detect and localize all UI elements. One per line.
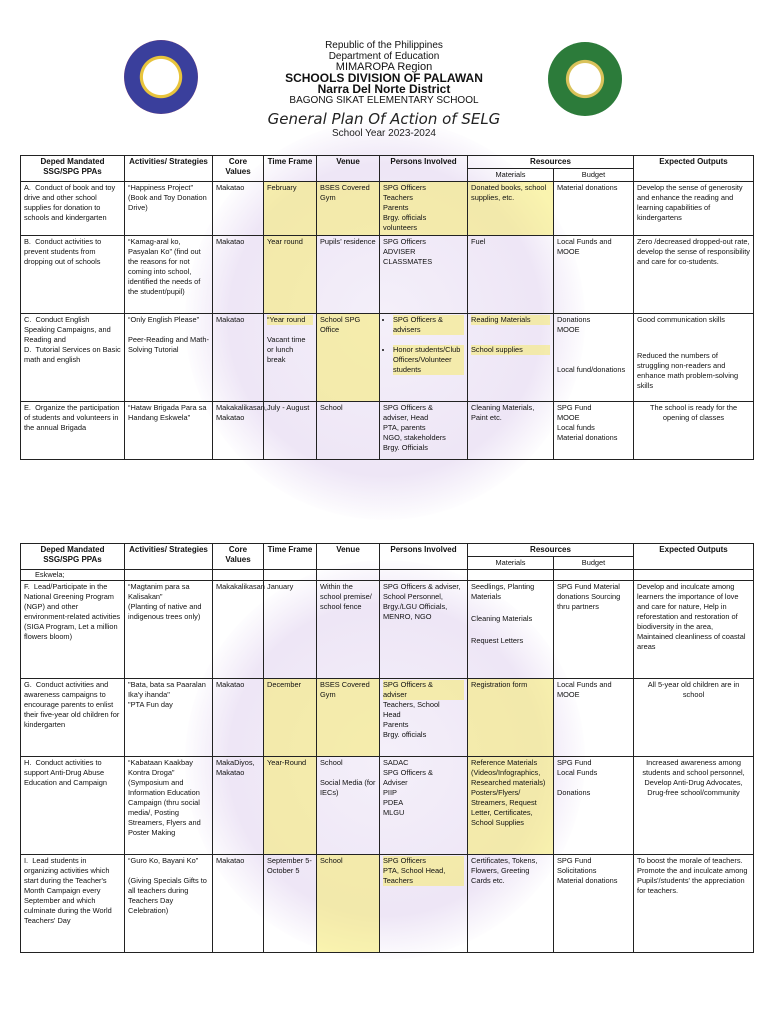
venue-cell: Within the school premise/ school fence — [317, 581, 380, 679]
time-cell: July - August — [264, 402, 317, 460]
strategy-line: (Giving Specials Gifts to all teachers during Teachers Day Celebration) — [128, 876, 207, 915]
row-letter: C. — [24, 315, 32, 324]
person-line: SPG Officers — [383, 856, 464, 866]
strategy-line: "Bata, bata sa Paaralan Ika'y ihanda" — [128, 680, 206, 699]
budget-line: Donations — [557, 315, 591, 324]
person-line: Teachers, School — [383, 700, 440, 709]
budget-cell: Local Funds and MOOE — [554, 236, 634, 314]
persons-cell — [380, 402, 468, 460]
person-line: Adviser — [383, 778, 408, 787]
person-line: SPG Officers — [383, 237, 426, 246]
person-line: PTA, parents — [383, 423, 426, 432]
ppa-text: Conduct activities and awareness campaigns to encourage parents to enlist their five-year old children for kindergarten — [24, 680, 120, 729]
table-row — [21, 570, 754, 581]
department-line: Department of Education — [328, 51, 440, 62]
strategy-cell — [125, 855, 213, 953]
plan-title: General Plan Of Action of SELG — [267, 110, 501, 128]
table-row — [21, 679, 754, 757]
values-cell: Makatao — [213, 855, 264, 953]
venue-cell: School — [317, 402, 380, 460]
materials-line: Request Letters — [471, 636, 524, 645]
person-line: Brgy. officials — [383, 213, 427, 222]
col-values: Core Values — [213, 156, 264, 182]
time-cell: Year round — [264, 236, 317, 314]
outputs-cell — [634, 855, 754, 953]
person-line: PIIP — [383, 788, 397, 797]
strategy-line: “Only English Please” — [128, 315, 200, 324]
school-line: BAGONG SIKAT ELEMENTARY SCHOOL — [289, 95, 479, 106]
time-cell: Year-Round — [264, 757, 317, 855]
persons-cell: SPG Officers & adviser, School Personnel, Brgy./LGU Officials, MENRO, NGO — [380, 581, 468, 679]
ppa-text: Organize the participation of students and volunteers in the annual Brigada — [24, 403, 120, 432]
person-line: ADVISER — [383, 247, 416, 256]
outputs-line: Reduced the numbers of struggling non-readers and enhance math problem-solving skills — [637, 351, 739, 390]
budget-cell — [554, 757, 634, 855]
col-resources: Resources — [468, 156, 634, 169]
budget-line: MOOE — [557, 413, 580, 422]
venue-cell: School — [317, 855, 380, 953]
budget-line: Material donations — [557, 876, 618, 885]
ppa-cell — [21, 679, 125, 757]
budget-line: SPG Fund — [557, 856, 592, 865]
col-ppas: Deped Mandated SSG/SPG PPAs — [21, 156, 125, 182]
persons-cell — [380, 679, 468, 757]
budget-cell — [554, 855, 634, 953]
ppa-text: Tutorial Services on Basic math and english — [24, 345, 121, 364]
persons-cell — [380, 236, 468, 314]
outputs-cell: Develop the sense of generosity and enhance the reading and learning capabilities of kindergartens — [634, 182, 754, 236]
materials-cell: Registration form — [468, 679, 554, 757]
region-line: MIMAROPA Region — [335, 61, 433, 73]
col-materials: Materials — [468, 169, 554, 182]
person-line: adviser, Head — [383, 413, 429, 422]
venue-cell: School SPG Office — [317, 314, 380, 402]
person-line: NGO, stakeholders — [383, 433, 446, 442]
budget-line: Local funds — [557, 423, 595, 432]
col-time: Time Frame — [264, 544, 317, 570]
ppa-text: Conduct of book and toy drive and other school supplies for donation to schools and kindergarten — [24, 183, 116, 222]
budget-cell — [554, 402, 634, 460]
person-line: SPG Officers & — [383, 768, 433, 777]
ppa-cell — [21, 236, 125, 314]
strategy-cell: “Kabataan Kaakbay Kontra Droga” (Symposium and Information Education Campaign (thru social media/, Posting Streamers, Flyers and Poster Making — [125, 757, 213, 855]
person-line: Brgy. officials — [383, 730, 427, 739]
budget-cell — [554, 314, 634, 402]
person-line: PDEA — [383, 798, 404, 807]
materials-line: Cleaning Materials — [471, 614, 533, 623]
materials-cell: Reference Materials (Videos/Infographics, Researched materials) Posters/Flyers/ Streamers, Request Letter, Certificates, School Supplies — [468, 757, 554, 855]
document-header — [0, 40, 768, 139]
plan-table-2 — [20, 543, 754, 953]
materials-cell: Donated books, school supplies, etc. — [468, 182, 554, 236]
person-line: Parents — [383, 720, 409, 729]
person-line: • SPG Officers & advisers — [393, 315, 464, 335]
ppa-text: Conduct activities to support Anti-Drug Abuse Education and Campaign — [24, 758, 107, 787]
republic-line: Republic of the Philippines — [325, 40, 443, 51]
person-line: Teachers — [383, 193, 413, 202]
time-cell — [264, 314, 317, 402]
strategy-line: “Guro Ko, Bayani Ko” — [128, 856, 199, 865]
budget-line: Local Funds — [557, 768, 598, 777]
outputs-line: To boost the morale of teachers. — [637, 856, 743, 865]
person-line: SPG Officers & — [383, 403, 433, 412]
values-cell: Makakalikasan — [213, 581, 264, 679]
ppa-text: Lead students in organizing activities which start during the Teacher's Month Campaign every September and which culminate during the World Teachers' Day — [24, 856, 112, 925]
table-row — [21, 402, 754, 460]
ppa-cell — [21, 314, 125, 402]
values-cell: Makakalikasan, Makatao — [213, 402, 264, 460]
person-line: volunteers — [383, 223, 418, 232]
strategy-line: (Planting of native and indigenous trees only) — [128, 602, 202, 621]
col-strategies: Activities/ Strategies — [125, 156, 213, 182]
outputs-cell: Zero /decreased dropped-out rate, develop the sense of responsibility and care for co-students. — [634, 236, 754, 314]
outputs-line: Promote the and inculcate among Pupils'/students' the appreciation for teachers. — [637, 866, 748, 895]
row-letter: F. — [24, 582, 30, 591]
col-outputs: Expected Outputs — [634, 544, 754, 570]
outputs-cell — [634, 314, 754, 402]
budget-line: Material donations — [557, 433, 618, 442]
person-line: SPG Officers & — [383, 680, 464, 690]
budget-line: Donations — [557, 788, 591, 797]
division-line: SCHOOLS DIVISION OF PALAWAN — [285, 71, 483, 85]
budget-cell: SPG Fund Material donations Sourcing thru partners — [554, 581, 634, 679]
plan-table-1 — [20, 155, 754, 460]
budget-cell: Local Funds and MOOE — [554, 679, 634, 757]
col-budget: Budget — [554, 169, 634, 182]
ppa-cell — [21, 581, 125, 679]
table-row — [21, 855, 754, 953]
table-row — [21, 757, 754, 855]
school-year: School Year 2023-2024 — [332, 128, 436, 139]
table-row — [21, 581, 754, 679]
materials-cell: Cleaning Materials, Paint etc. — [468, 402, 554, 460]
person-line: MLGU — [383, 808, 405, 817]
outputs-cell: All 5-year old children are in school — [634, 679, 754, 757]
ppa-cell — [21, 855, 125, 953]
row-letter: H. — [24, 758, 32, 767]
outputs-cell: The school is ready for the opening of classes — [634, 402, 754, 460]
venue-cell: BSES Covered Gym — [317, 182, 380, 236]
venue-cell — [317, 757, 380, 855]
strategy-line: Peer-Reading and Math-Solving Tutorial — [128, 335, 209, 354]
strategy-line: "PTA Fun day — [128, 700, 173, 709]
materials-line: Seedlings, Planting Materials — [471, 582, 535, 601]
time-cell: February — [264, 182, 317, 236]
strategy-cell: “Hataw Brigada Para sa Handang Eskwela” — [125, 402, 213, 460]
ppa-text: Conduct activities to prevent students from dropping out of schools — [24, 237, 102, 266]
col-time: Time Frame — [264, 156, 317, 182]
col-ppas: Deped Mandated SSG/SPG PPAs — [21, 544, 125, 570]
person-line: Brgy. Officials — [383, 443, 428, 452]
col-resources: Resources — [468, 544, 634, 557]
person-line: Head — [383, 710, 401, 719]
strategy-cell: “Happiness Project” (Book and Toy Donation Drive) — [125, 182, 213, 236]
outputs-cell: Increased awareness among students and school personnel, Develop Anti-Drug Advocates, Drug-free school/community — [634, 757, 754, 855]
row-letter: B. — [24, 237, 31, 246]
venue-cell: Pupils’ residence — [317, 236, 380, 314]
materials-cell: Fuel — [468, 236, 554, 314]
venue-line: Social Media (for IECs) — [320, 778, 376, 797]
strategy-line: “Magtanim para sa Kalisakan” — [128, 582, 190, 601]
budget-line: Local fund/donations — [557, 365, 626, 374]
persons-cell — [380, 855, 468, 953]
outputs-line: Good communication skills — [637, 315, 725, 324]
row-letter: G. — [24, 680, 32, 689]
continuation-cell: Eskwela; — [21, 570, 125, 581]
budget-line: MOOE — [557, 325, 580, 334]
materials-cell: Certificates, Tokens, Flowers, Greeting Cards etc. — [468, 855, 554, 953]
persons-cell — [380, 182, 468, 236]
venue-cell: BSES Covered Gym — [317, 679, 380, 757]
values-cell: Makatao — [213, 679, 264, 757]
person-line: CLASSMATES — [383, 257, 433, 266]
outputs-cell: Develop and inculcate among learners the importance of love and care for nature, Help in reforestation and restoration of biodiversity in the area, Maintained cleanliness of coastal areas — [634, 581, 754, 679]
budget-line: SPG Fund — [557, 758, 592, 767]
strategy-cell: “Kamag-aral ko, Pasyalan Ko” (find out the reasons for not coming into school, identified the needs of the student/pupil) — [125, 236, 213, 314]
col-strategies: Activities/ Strategies — [125, 544, 213, 570]
row-letter: A. — [24, 183, 31, 192]
person-line: adviser — [383, 690, 464, 700]
row-letter: E. — [24, 403, 31, 412]
materials-line: Reading Materials — [471, 315, 550, 325]
budget-line: Solicitations — [557, 866, 597, 875]
budget-cell: Material donations — [554, 182, 634, 236]
time-line: “Year round — [267, 315, 313, 325]
district-line: Narra Del Norte District — [317, 82, 451, 96]
values-cell: Makatao — [213, 182, 264, 236]
person-line: Teachers — [383, 876, 464, 886]
col-budget: Budget — [554, 557, 634, 570]
ppa-cell — [21, 182, 125, 236]
values-cell: Makatao — [213, 236, 264, 314]
person-line: Parents — [383, 203, 409, 212]
col-values: Core Values — [213, 544, 264, 570]
time-cell: January — [264, 581, 317, 679]
values-cell: Makatao — [213, 314, 264, 402]
col-persons: Persons Involved — [380, 544, 468, 570]
time-cell: September 5- October 5 — [264, 855, 317, 953]
venue-line: School — [320, 758, 343, 767]
budget-line: SPG Fund — [557, 403, 592, 412]
person-line: PTA, School Head, — [383, 866, 464, 876]
row-letter: D. — [24, 345, 32, 354]
person-line: SADAC — [383, 758, 409, 767]
materials-line: School supplies — [471, 345, 550, 355]
ppa-text: Conduct English Speaking Campaigns, and Reading and — [24, 315, 111, 344]
ppa-cell — [21, 757, 125, 855]
table-row — [21, 182, 754, 236]
persons-cell — [380, 314, 468, 402]
strategy-cell — [125, 679, 213, 757]
col-materials: Materials — [468, 557, 554, 570]
person-line: • Honor students/Club Officers/Volunteer students — [393, 345, 464, 375]
strategy-cell — [125, 581, 213, 679]
table-row — [21, 314, 754, 402]
person-line: SPG Officers — [383, 183, 426, 192]
col-outputs: Expected Outputs — [634, 156, 754, 182]
materials-cell — [468, 581, 554, 679]
values-cell: MakaDiyos, Makatao — [213, 757, 264, 855]
materials-cell — [468, 314, 554, 402]
time-cell: December — [264, 679, 317, 757]
table-row — [21, 236, 754, 314]
time-line: Vacant time or lunch break — [267, 335, 306, 364]
ppa-text: Lead/Participate in the National Greening Program (NGP) and other environment-related activities (SIGA Program, Let a million flowers bloom) — [24, 582, 121, 641]
col-venue: Venue — [317, 156, 380, 182]
ppa-cell — [21, 402, 125, 460]
strategy-cell — [125, 314, 213, 402]
persons-cell — [380, 757, 468, 855]
col-persons: Persons Involved — [380, 156, 468, 182]
row-letter: I. — [24, 856, 29, 865]
col-venue: Venue — [317, 544, 380, 570]
